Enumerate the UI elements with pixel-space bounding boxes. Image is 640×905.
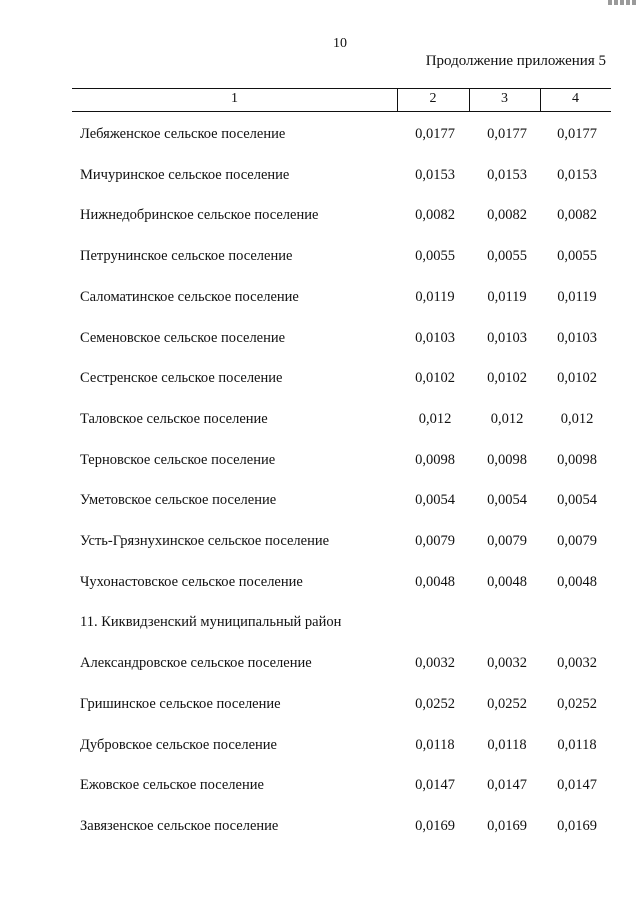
value-cell-col2: 0,0098 — [415, 451, 455, 468]
settlement-name: Чухонастовское сельское поселение — [80, 573, 303, 590]
table-row — [0, 370, 640, 390]
table-row — [0, 492, 640, 512]
value-cell-col3: 0,0169 — [487, 817, 527, 834]
continuation-caption: Продолжение приложения 5 — [425, 53, 606, 69]
value-cell-col2: 0,0055 — [415, 248, 455, 265]
settlement-name: Дубровское сельское поселение — [80, 736, 277, 753]
table-row — [0, 207, 640, 227]
value-cell-col4: 0,0147 — [557, 777, 597, 794]
value-cell-col3: 0,0147 — [487, 777, 527, 794]
table-row — [0, 452, 640, 472]
value-cell-col4: 0,0032 — [557, 655, 597, 672]
value-cell-col4: 0,0079 — [557, 533, 597, 549]
settlement-name: Нижнедобринское сельское поселение — [80, 207, 319, 224]
value-cell-col2: 0,0054 — [415, 492, 455, 509]
value-cell-col2: 0,012 — [418, 410, 452, 427]
value-cell-col4: 0,0054 — [557, 492, 597, 509]
value-cell-col2: 0,0177 — [415, 126, 455, 142]
value-cell-col3: 0,0153 — [487, 166, 527, 183]
value-cell-col2: 0,0252 — [415, 695, 455, 712]
value-cell-col3: 0,0103 — [487, 329, 527, 346]
column-header-1: 1 — [231, 91, 238, 106]
value-cell-col4: 0,0102 — [557, 370, 597, 387]
value-cell-col4: 0,012 — [560, 410, 594, 427]
settlement-name: Александровское сельское поселение — [80, 655, 312, 672]
table-row — [0, 818, 640, 838]
settlement-name: Саломатинское сельское поселение — [80, 288, 299, 305]
value-cell-col4: 0,0177 — [557, 126, 597, 142]
value-cell-col2: 0,0048 — [415, 573, 455, 590]
value-cell-col3: 0,0032 — [487, 655, 527, 672]
value-cell-col3: 0,0177 — [487, 126, 527, 142]
value-cell-col2: 0,0169 — [415, 817, 455, 834]
table-row — [0, 614, 640, 634]
value-cell-col4: 0,0098 — [557, 451, 597, 468]
table-row — [0, 411, 640, 431]
value-cell-col2: 0,0032 — [415, 655, 455, 672]
table-row — [0, 696, 640, 716]
value-cell-col4: 0,0252 — [557, 695, 597, 712]
scan-corner-mark — [606, 0, 640, 5]
column-header-3: 3 — [501, 91, 508, 106]
value-cell-col3: 0,012 — [490, 410, 524, 427]
table-row — [0, 777, 640, 797]
column-header-4: 4 — [572, 91, 579, 106]
table-row — [0, 533, 640, 553]
value-cell-col3: 0,0082 — [487, 207, 527, 224]
value-cell-col3: 0,0098 — [487, 451, 527, 468]
value-cell-col3: 0,0102 — [487, 370, 527, 387]
value-cell-col2: 0,0118 — [415, 736, 455, 753]
settlement-name: Завязенское сельское поселение — [80, 817, 279, 834]
value-cell-col3: 0,0054 — [487, 492, 527, 509]
settlement-name: Терновское сельское поселение — [80, 451, 276, 468]
table-row — [0, 289, 640, 309]
settlement-name: Уметовское сельское поселение — [80, 492, 277, 509]
value-cell-col4: 0,0169 — [557, 817, 597, 834]
value-cell-col4: 0,0118 — [557, 736, 597, 753]
value-cell-col3: 0,0119 — [487, 288, 527, 305]
settlement-name: Сестренское сельское поселение — [80, 370, 283, 387]
table-row — [0, 574, 640, 594]
table-row — [0, 330, 640, 350]
value-cell-col2: 0,0119 — [415, 288, 455, 305]
settlement-name: Усть-Грязнухинское сельское поселение — [80, 533, 330, 549]
table-row — [0, 248, 640, 268]
value-cell-col3: 0,0118 — [487, 736, 527, 753]
table-row — [0, 126, 640, 146]
settlement-name: 11. Киквидзенский муниципальный район — [80, 614, 342, 631]
value-cell-col3: 0,0252 — [487, 695, 527, 712]
table-top-rule — [72, 88, 611, 89]
value-cell-col2: 0,0102 — [415, 370, 455, 387]
value-cell-col2: 0,0079 — [415, 533, 455, 549]
table-header-rule — [72, 111, 611, 112]
table-row — [0, 737, 640, 757]
value-cell-col4: 0,0103 — [557, 329, 597, 346]
page-number: 10 — [333, 36, 347, 51]
value-cell-col3: 0,0048 — [487, 573, 527, 590]
settlement-name: Семеновское сельское поселение — [80, 329, 286, 346]
value-cell-col4: 0,0048 — [557, 573, 597, 590]
value-cell-col2: 0,0153 — [415, 166, 455, 183]
value-cell-col4: 0,0082 — [557, 207, 597, 224]
value-cell-col2: 0,0147 — [415, 777, 455, 794]
settlement-name: Лебяженское сельское поселение — [80, 126, 286, 142]
settlement-name: Ежовское сельское поселение — [80, 777, 264, 794]
column-header-2: 2 — [429, 91, 437, 106]
settlement-name: Гришинское сельское поселение — [80, 695, 281, 712]
settlement-name: Таловское сельское поселение — [80, 410, 268, 427]
value-cell-col4: 0,0119 — [557, 288, 597, 305]
table-row — [0, 655, 640, 675]
value-cell-col4: 0,0153 — [557, 166, 597, 183]
settlement-name: Мичуринское сельское поселение — [80, 166, 290, 183]
settlement-name: Петрунинское сельское поселение — [80, 248, 293, 265]
value-cell-col4: 0,0055 — [557, 248, 597, 265]
value-cell-col2: 0,0103 — [415, 329, 455, 346]
table-row — [0, 167, 640, 187]
value-cell-col2: 0,0082 — [415, 207, 455, 224]
value-cell-col3: 0,0055 — [487, 248, 527, 265]
value-cell-col3: 0,0079 — [487, 533, 527, 549]
